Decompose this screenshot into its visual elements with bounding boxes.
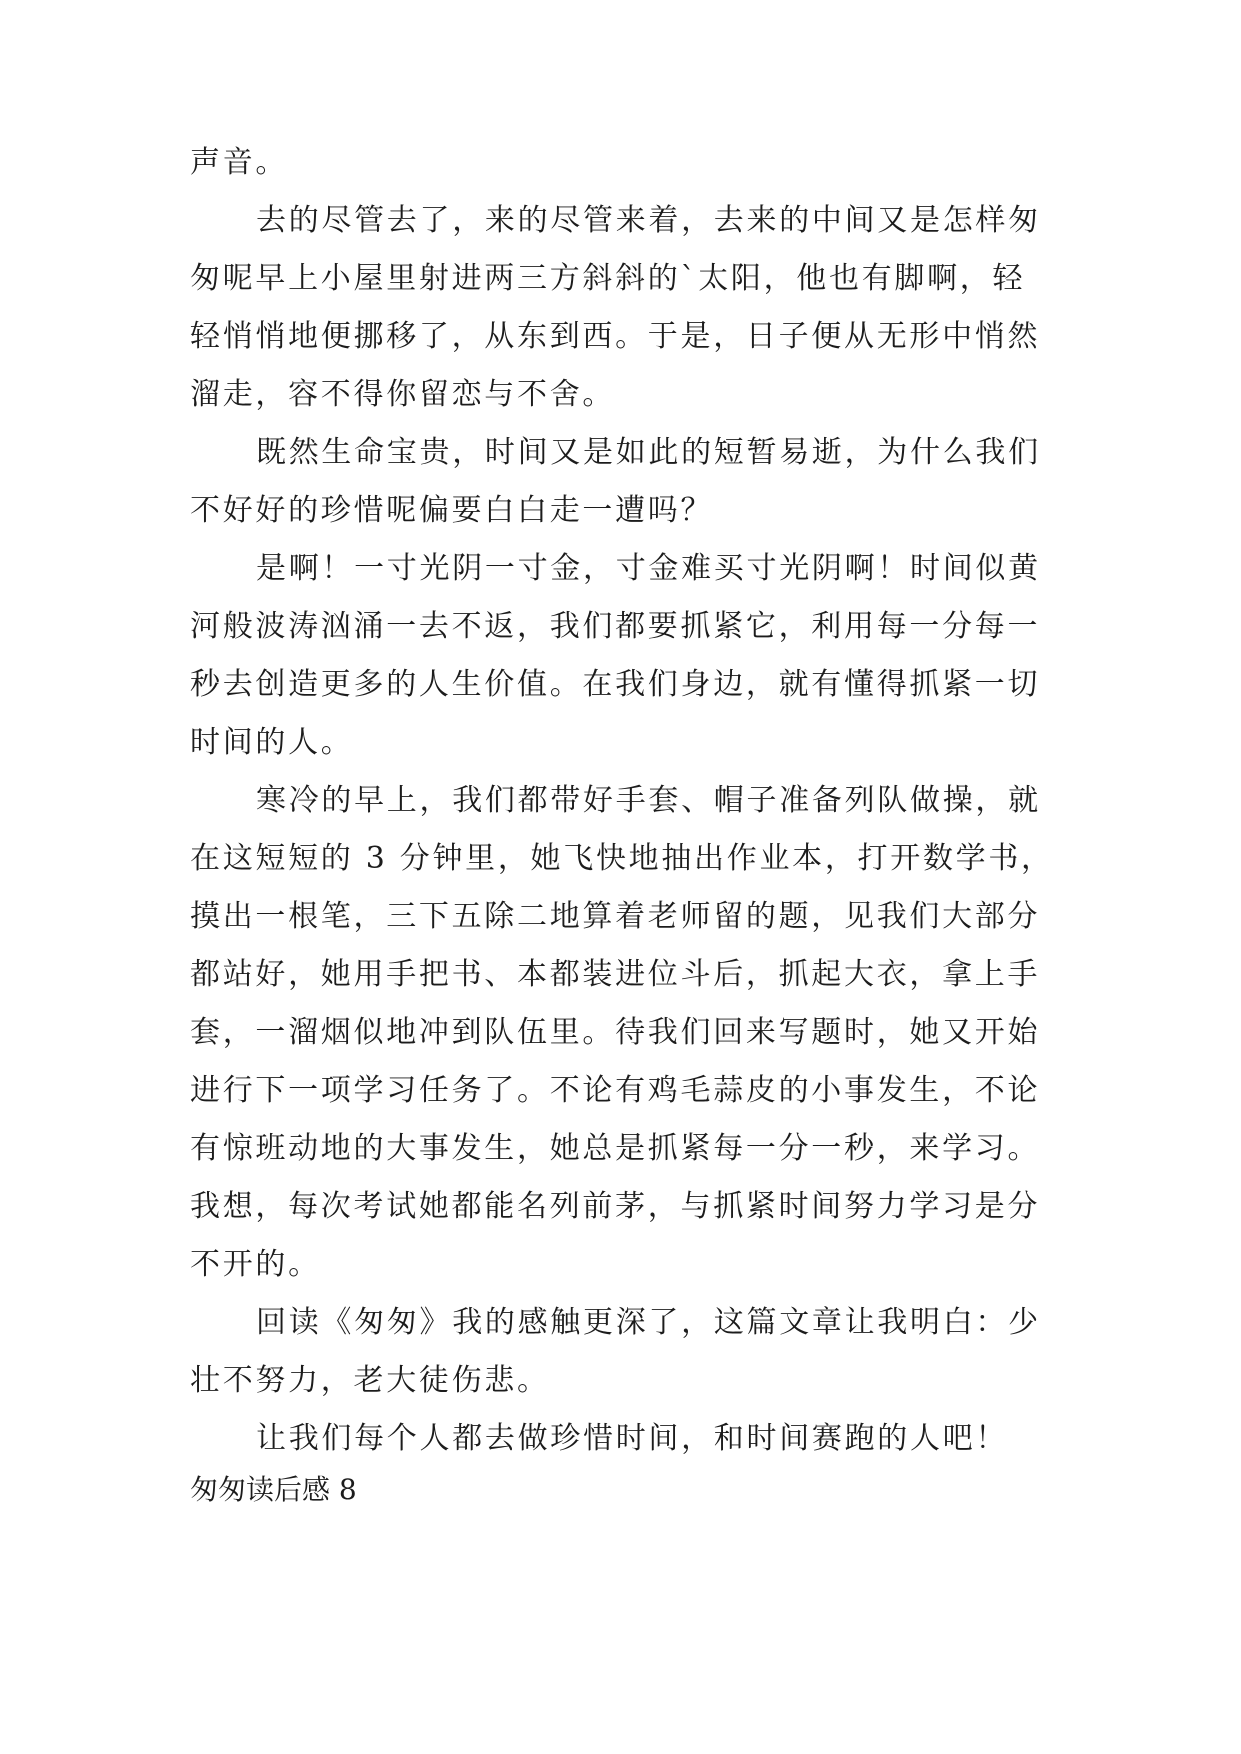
paragraph-line: 轻悄悄地便挪移了，从东到西。于是，日子便从无形中悄然	[190, 319, 1041, 354]
paragraph-line: 有惊班动地的大事发生，她总是抓紧每一分一秒，来学习。	[190, 1131, 1041, 1166]
paragraph	[190, 424, 1090, 540]
paragraph-line: 秒去创造更多的人生价值。在我们身边，就有懂得抓紧一切	[190, 667, 1041, 702]
paragraph-line: 寒冷的早上，我们都带好手套、帽子准备列队做操，就	[256, 783, 1041, 818]
paragraph	[190, 772, 1090, 1294]
paragraph-line: 回读《匆匆》我的感触更深了，这篇文章让我明白：少	[256, 1305, 1041, 1340]
paragraph-line: 不开的。	[190, 1247, 321, 1282]
paragraph	[190, 540, 1090, 772]
paragraph-line: 匆呢早上小屋里射进两三方斜斜的`太阳，他也有脚啊，轻	[190, 261, 1026, 296]
paragraph-continued	[190, 134, 1090, 192]
paragraph-line: 去的尽管去了，来的尽管来着，去来的中间又是怎样匆	[256, 203, 1041, 238]
paragraph-line: 摸出一根笔，三下五除二地算着老师留的题，见我们大部分	[190, 899, 1041, 934]
paragraph	[190, 1410, 1090, 1468]
paragraph-line: 我想，每次考试她都能名列前茅，与抓紧时间努力学习是分	[190, 1189, 1041, 1224]
paragraph-line: 溜走，容不得你留恋与不舍。	[190, 377, 616, 412]
paragraph-line: 不好好的珍惜呢偏要白白走一遭吗？	[190, 493, 714, 528]
paragraph	[190, 1294, 1090, 1410]
paragraph-line: 是啊！一寸光阴一寸金，寸金难买寸光阴啊！时间似黄	[256, 551, 1041, 586]
document-page	[190, 134, 1090, 1512]
paragraph-line: 套，一溜烟似地冲到队伍里。待我们回来写题时，她又开始	[190, 1015, 1041, 1050]
section-heading: 匆匆读后感 8	[190, 1473, 357, 1506]
paragraph-line: 进行下一项学习任务了。不论有鸡毛蒜皮的小事发生，不论	[190, 1073, 1041, 1108]
paragraph-line: 都站好，她用手把书、本都装进位斗后，抓起大衣，拿上手	[190, 957, 1041, 992]
paragraph-line: 河般波涛汹涌一去不返，我们都要抓紧它，利用每一分每一	[190, 609, 1041, 644]
paragraph-line: 在这短短的 3 分钟里，她飞快地抽出作业本，打开数学书，	[190, 841, 1054, 876]
paragraph-line: 时间的人。	[190, 725, 354, 760]
paragraph	[190, 192, 1090, 424]
paragraph-line: 让我们每个人都去做珍惜时间，和时间赛跑的人吧！	[256, 1421, 1009, 1456]
paragraph-line: 既然生命宝贵，时间又是如此的短暂易逝，为什么我们	[256, 435, 1041, 470]
paragraph-line: 声音。	[190, 145, 289, 180]
paragraph-line: 壮不努力，老大徒伤悲。	[190, 1363, 550, 1398]
